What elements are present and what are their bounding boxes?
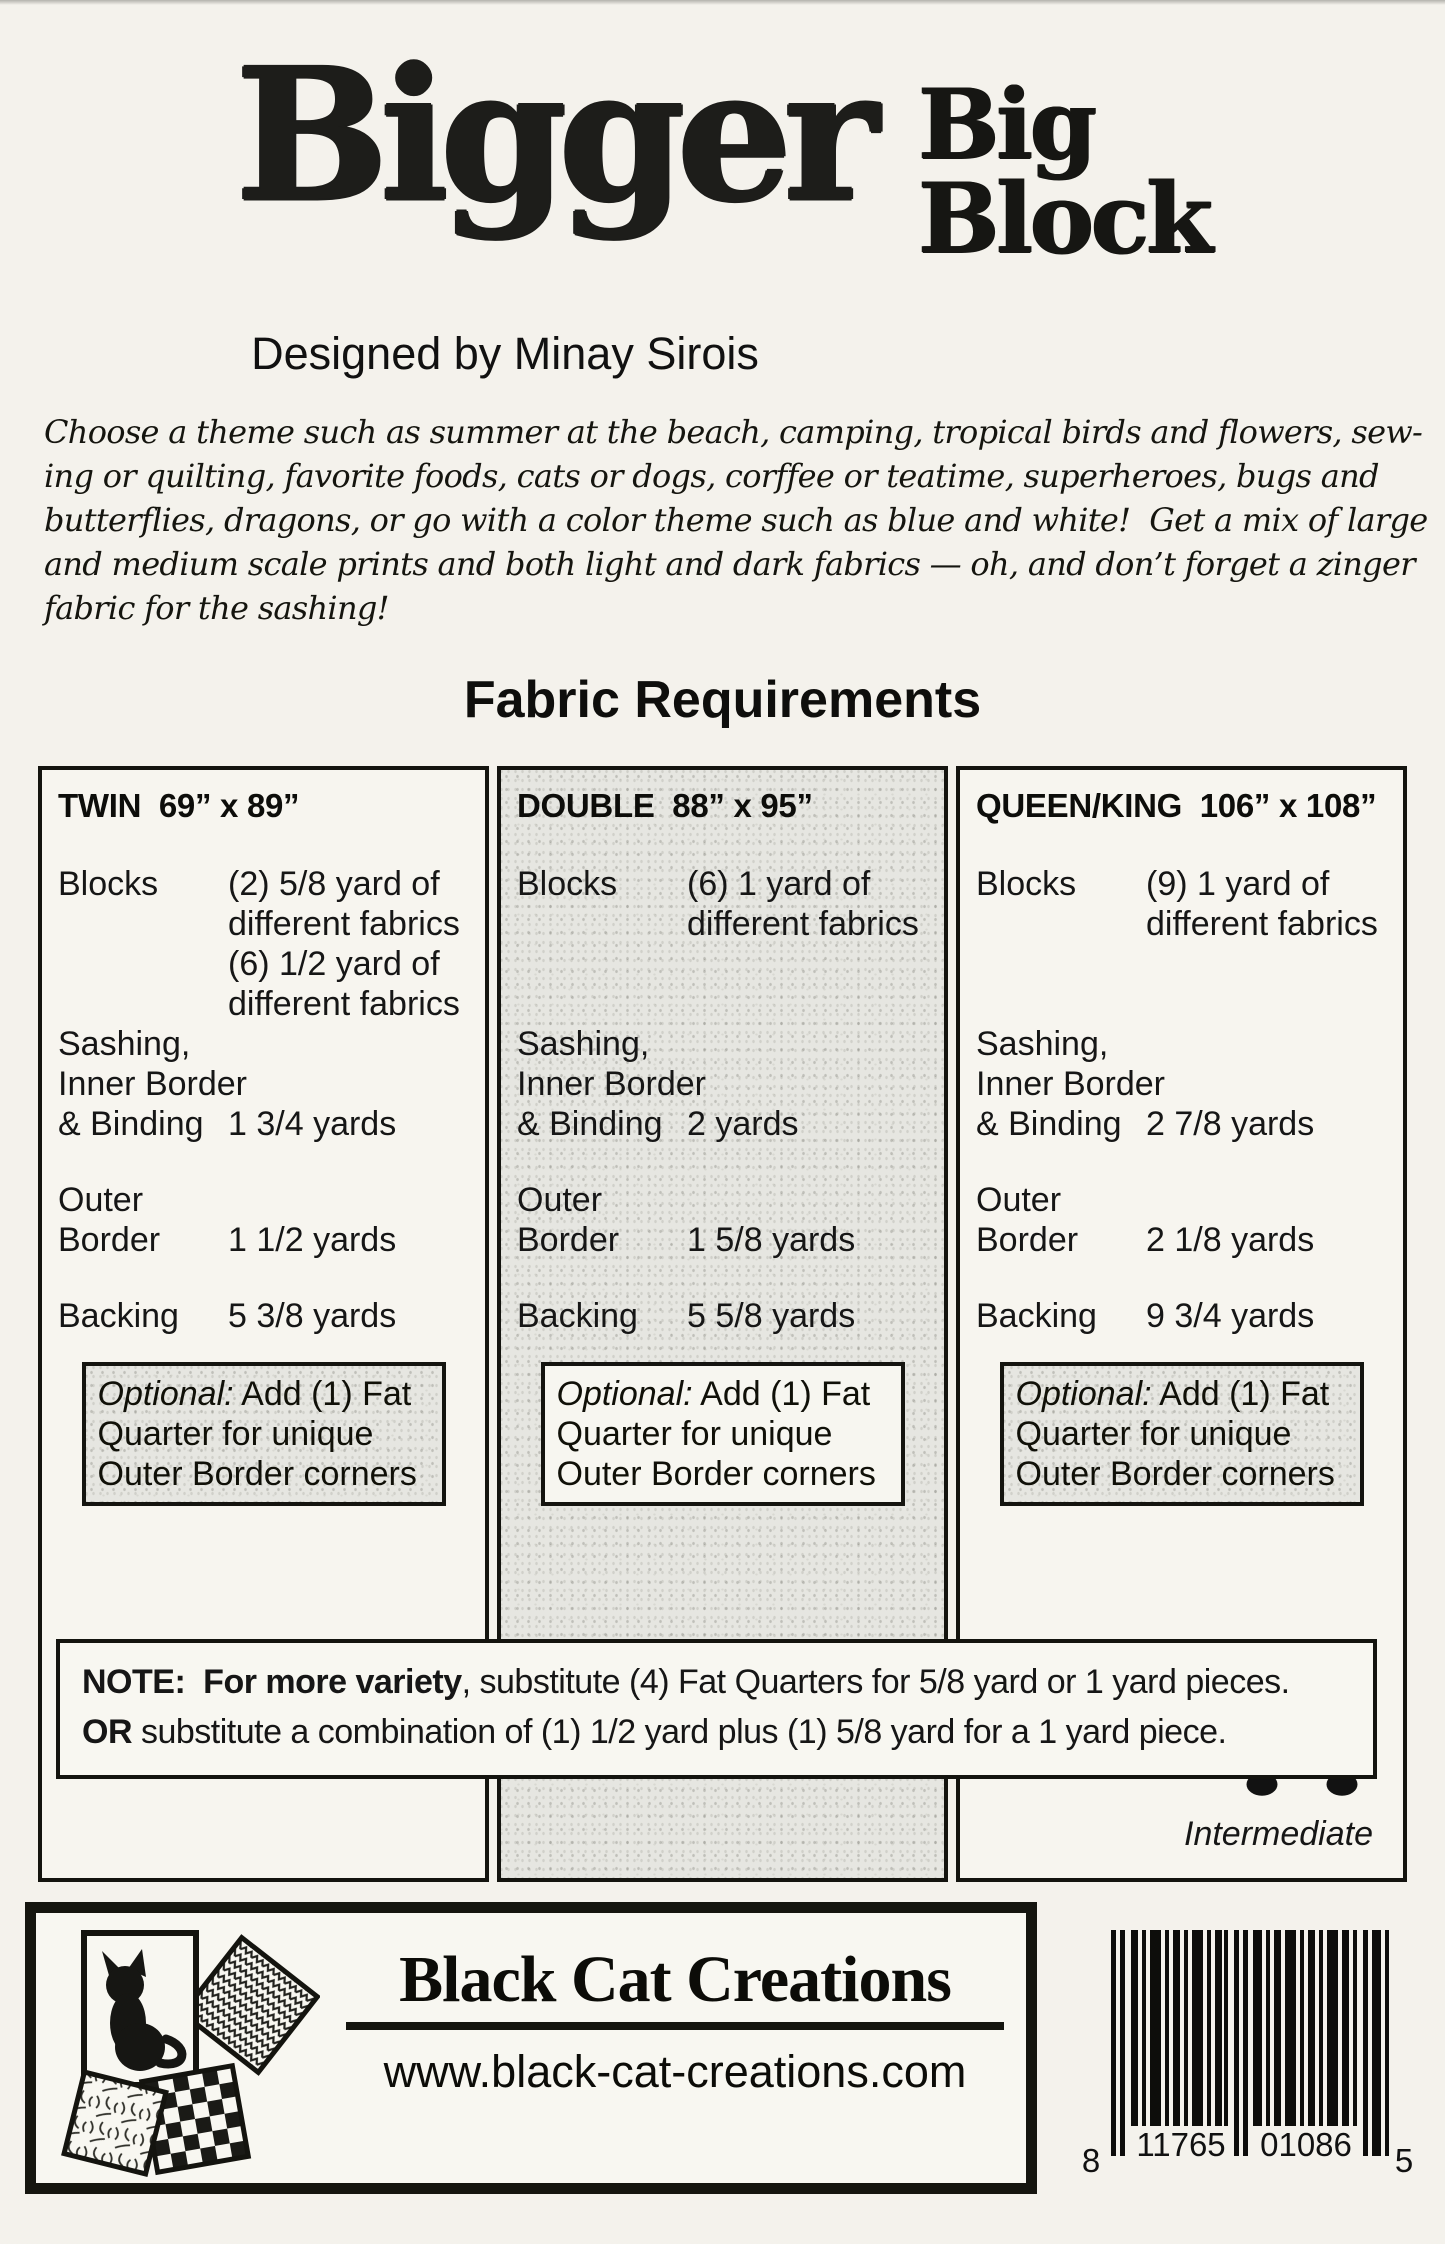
intro-line: ing or quilting, favorite foods, cats or dogs, corffee or teatime, superheroes, bugs and	[44, 457, 1379, 495]
outer-border-value: 2 1/8 yards	[1146, 1221, 1315, 1259]
sashing-label-line: Sashing,	[976, 1025, 1109, 1063]
outer-value-row	[517, 1220, 928, 1260]
blocks-label: Blocks	[58, 865, 159, 903]
scan-edge-artifact	[0, 0, 1445, 5]
column-header-queen-king: QUEEN/KING 106” x 108”	[976, 787, 1377, 824]
note-box	[56, 1639, 1377, 1779]
backing-value: 5 5/8 yards	[687, 1297, 856, 1335]
optional-fat-quarter-box	[541, 1362, 905, 1506]
blocks-value-line: (9) 1 yard of	[1146, 865, 1330, 903]
blocks-value-line: (6) 1/2 yard of	[228, 945, 440, 983]
note-text: , substitute (4) Fat Quarters for 5/8 yard or 1 yard pieces.	[461, 1663, 1290, 1701]
backing-value: 9 3/4 yards	[1146, 1297, 1315, 1335]
black-cat-quilt-logo-icon	[58, 1927, 320, 2179]
blocks-label: Blocks	[517, 865, 618, 903]
blocks-row	[58, 864, 469, 1024]
sashing-label-line: Inner Border	[517, 1065, 706, 1103]
sashing-row	[517, 1024, 928, 1144]
binding-label: & Binding	[58, 1105, 204, 1143]
border-label: Border	[517, 1221, 620, 1259]
intro-line: and medium scale prints and both light and dark fabrics — oh, and don’t forget a zinger	[44, 545, 1415, 583]
sashing-row	[58, 1024, 469, 1144]
blocks-row	[976, 864, 1387, 1024]
blocks-value	[687, 864, 919, 1024]
outer-label-line: Outer	[976, 1181, 1062, 1219]
backing-row	[517, 1296, 928, 1336]
optional-lead: Optional:	[1015, 1375, 1152, 1413]
backing-row	[58, 1296, 469, 1336]
brand-logo	[0, 0, 1445, 324]
sashing-label-line: Sashing,	[58, 1025, 191, 1063]
intro-line: fabric for the sashing!	[44, 589, 389, 627]
column-header-twin: TWIN 69” x 89”	[58, 787, 300, 824]
logo-word-block: Block	[918, 162, 1210, 276]
note-line	[82, 1657, 1357, 1707]
sashing-row	[976, 1024, 1387, 1144]
outer-border-row	[517, 1180, 928, 1260]
sashing-value-row	[976, 1104, 1387, 1144]
border-label: Border	[58, 1221, 161, 1259]
blocks-value	[228, 864, 460, 1024]
blocks-value-line: different fabrics	[687, 905, 919, 943]
optional-lead: Optional:	[556, 1375, 693, 1413]
sashing-value: 1 3/4 yards	[228, 1105, 397, 1143]
logo-word-bigger: Bigger	[235, 28, 871, 242]
barcode-group-2: 01086	[1260, 2126, 1352, 2163]
outer-border-row	[976, 1180, 1387, 1260]
outer-border-row	[58, 1180, 469, 1260]
outer-label-line: Outer	[58, 1181, 144, 1219]
border-label: Border	[976, 1221, 1079, 1259]
backing-row	[976, 1296, 1387, 1336]
footer	[25, 1902, 1445, 2195]
barcode-digit-left: 8	[1081, 2142, 1101, 2179]
blocks-value-line: different fabrics	[228, 905, 460, 943]
publisher-website: www.black-cat-creations.com	[383, 2046, 967, 2098]
optional-fat-quarter-box	[1000, 1362, 1364, 1506]
sashing-label-line: Inner Border	[58, 1065, 247, 1103]
optional-text: Add (1) Fat Quarter for unique Outer Border corners	[556, 1375, 876, 1493]
designer-credit: Designed by Minay Sirois	[251, 328, 759, 379]
fabric-requirements-table	[38, 766, 1407, 1882]
note-line	[82, 1707, 1357, 1757]
sashing-value: 2 yards	[687, 1105, 799, 1143]
optional-lead: Optional:	[97, 1375, 234, 1413]
intro-line: butterflies, dragons, or go with a color theme such as blue and white! Get a mix of large	[44, 501, 1428, 539]
barcode-group-1: 11765	[1136, 2126, 1226, 2163]
backing-label: Backing	[58, 1297, 179, 1335]
optional-fat-quarter-box	[82, 1362, 446, 1506]
barcode-icon	[1077, 1924, 1413, 2190]
sashing-value-row	[517, 1104, 928, 1144]
optional-text: Add (1) Fat Quarter for unique Outer Border corners	[1015, 1375, 1335, 1493]
backing-label: Backing	[517, 1297, 638, 1335]
sashing-value: 2 7/8 yards	[1146, 1105, 1315, 1143]
blocks-value	[1146, 864, 1378, 1024]
publisher-name: Black Cat Creations	[399, 1943, 951, 2016]
binding-label: & Binding	[976, 1105, 1122, 1143]
binding-label: & Binding	[517, 1105, 663, 1143]
note-bold: For more variety	[203, 1663, 462, 1701]
publisher-text	[346, 1927, 1004, 2169]
note-text: substitute a combination of (1) 1/2 yard plus (1) 5/8 yard for a 1 yard piece.	[132, 1713, 1227, 1751]
column-header-double: DOUBLE 88” x 95”	[517, 787, 813, 824]
outer-value-row	[58, 1220, 469, 1260]
section-title-fabric-requirements: Fabric Requirements	[463, 671, 982, 729]
outer-value-row	[976, 1220, 1387, 1260]
blocks-value-line: different fabrics	[228, 985, 460, 1023]
outer-border-value: 1 5/8 yards	[687, 1221, 856, 1259]
blocks-value-line: different fabrics	[1146, 905, 1378, 943]
outer-label-line: Outer	[517, 1181, 603, 1219]
blocks-row	[517, 864, 928, 1024]
intro-line: Choose a theme such as summer at the beach, camping, tropical birds and flowers, sew-	[44, 413, 1423, 451]
logo-word-big-block	[918, 52, 1210, 276]
optional-text: Add (1) Fat Quarter for unique Outer Border corners	[97, 1375, 417, 1493]
blocks-value-line: (2) 5/8 yard of	[228, 865, 440, 903]
intro-paragraph	[44, 410, 1428, 630]
barcode-digit-right: 5	[1394, 2142, 1413, 2179]
blocks-value-line: (6) 1 yard of	[687, 865, 871, 903]
skill-level-label: Intermediate	[1184, 1815, 1373, 1853]
publisher-box	[25, 1902, 1037, 2194]
sashing-label-line: Sashing,	[517, 1025, 650, 1063]
blocks-label: Blocks	[976, 865, 1077, 903]
title-underline	[346, 2022, 1004, 2030]
outer-border-value: 1 1/2 yards	[228, 1221, 397, 1259]
logo-word-big: Big	[918, 68, 1095, 181]
note-bold: NOTE:	[82, 1663, 204, 1701]
backing-value: 5 3/8 yards	[228, 1297, 397, 1335]
note-bold: OR	[82, 1713, 132, 1751]
upc-barcode	[1077, 1924, 1413, 2195]
sashing-value-row	[58, 1104, 469, 1144]
backing-label: Backing	[976, 1297, 1097, 1335]
sashing-label-line: Inner Border	[976, 1065, 1165, 1103]
